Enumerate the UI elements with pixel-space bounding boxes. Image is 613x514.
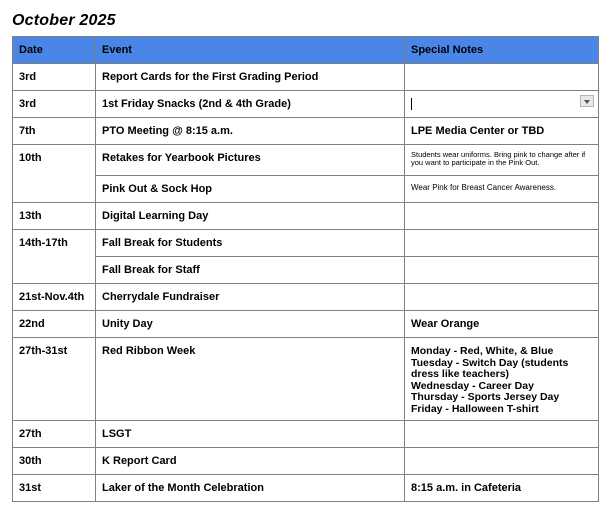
date-cell[interactable]: 7th xyxy=(13,118,96,145)
notes-cell[interactable] xyxy=(405,421,599,448)
table-row xyxy=(13,145,599,176)
event-cell[interactable]: Fall Break for Staff xyxy=(96,257,405,284)
event-cell[interactable]: Fall Break for Students xyxy=(96,230,405,257)
table-row xyxy=(13,203,599,230)
table-row xyxy=(13,421,599,448)
page-title: October 2025 xyxy=(12,12,116,29)
header-event: Event xyxy=(96,37,405,64)
date-cell[interactable]: 27th xyxy=(13,421,96,448)
date-cell[interactable]: 30th xyxy=(13,448,96,475)
table-row xyxy=(13,230,599,257)
notes-cell-active[interactable] xyxy=(405,91,599,118)
event-cell[interactable]: Unity Day xyxy=(96,311,405,338)
notes-cell[interactable] xyxy=(405,448,599,475)
table-row xyxy=(13,64,599,91)
table-row xyxy=(13,338,599,421)
notes-cell[interactable] xyxy=(405,338,599,421)
date-cell[interactable]: 10th xyxy=(13,145,96,203)
notes-cell[interactable]: Wear Pink for Breast Cancer Awareness. xyxy=(405,176,599,203)
notes-cell[interactable] xyxy=(405,203,599,230)
notes-line: Monday - Red, White, & Blue xyxy=(411,345,554,357)
notes-line: Thursday - Sports Jersey Day xyxy=(411,391,560,403)
notes-line: Wednesday - Career Day xyxy=(411,379,534,392)
event-cell[interactable]: Pink Out & Sock Hop xyxy=(96,176,405,203)
date-cell[interactable]: 22nd xyxy=(13,311,96,338)
notes-cell[interactable] xyxy=(405,257,599,284)
event-cell[interactable]: Report Cards for the First Grading Period xyxy=(96,64,405,91)
event-cell[interactable]: Laker of the Month Celebration xyxy=(96,475,405,502)
notes-cell[interactable]: LPE Media Center or TBD xyxy=(405,118,599,145)
notes-line: Tuesday - Switch Day (students dress like teachers) xyxy=(411,356,569,380)
event-cell[interactable]: Retakes for Yearbook Pictures xyxy=(96,145,405,176)
notes-cell[interactable] xyxy=(405,64,599,91)
notes-cell[interactable]: Wear Orange xyxy=(405,311,599,338)
table-row xyxy=(13,311,599,338)
text-cursor xyxy=(411,98,412,110)
header-date: Date xyxy=(13,37,96,64)
date-cell[interactable]: 3rd xyxy=(13,91,96,118)
event-cell[interactable]: 1st Friday Snacks (2nd & 4th Grade) xyxy=(96,91,405,118)
table-row xyxy=(13,284,599,311)
notes-cell[interactable] xyxy=(405,284,599,311)
date-cell[interactable]: 3rd xyxy=(13,64,96,91)
chevron-down-icon[interactable] xyxy=(580,95,594,107)
table-row xyxy=(13,91,599,118)
calendar-table xyxy=(12,36,599,502)
table-row xyxy=(13,475,599,502)
table-row xyxy=(13,257,599,284)
event-cell[interactable]: PTO Meeting @ 8:15 a.m. xyxy=(96,118,405,145)
event-cell[interactable]: K Report Card xyxy=(96,448,405,475)
date-cell[interactable]: 27th-31st xyxy=(13,338,96,421)
date-cell[interactable]: 14th-17th xyxy=(13,230,96,284)
event-cell[interactable]: LSGT xyxy=(96,421,405,448)
header-row xyxy=(13,37,599,64)
table-row xyxy=(13,176,599,203)
notes-line: Friday - Halloween T-shirt xyxy=(411,402,539,415)
date-cell[interactable]: 13th xyxy=(13,203,96,230)
event-cell[interactable]: Digital Learning Day xyxy=(96,203,405,230)
table-row xyxy=(13,118,599,145)
event-cell[interactable]: Cherrydale Fundraiser xyxy=(96,284,405,311)
event-cell[interactable]: Red Ribbon Week xyxy=(96,338,405,421)
table-row xyxy=(13,448,599,475)
date-cell[interactable]: 21st-Nov.4th xyxy=(13,284,96,311)
header-notes: Special Notes xyxy=(405,37,599,64)
date-cell[interactable]: 31st xyxy=(13,475,96,502)
notes-cell[interactable] xyxy=(405,230,599,257)
notes-cell[interactable]: 8:15 a.m. in Cafeteria xyxy=(405,475,599,502)
notes-cell[interactable]: Students wear uniforms. Bring pink to change after if you want to participate in the Pink Out. xyxy=(405,145,599,176)
